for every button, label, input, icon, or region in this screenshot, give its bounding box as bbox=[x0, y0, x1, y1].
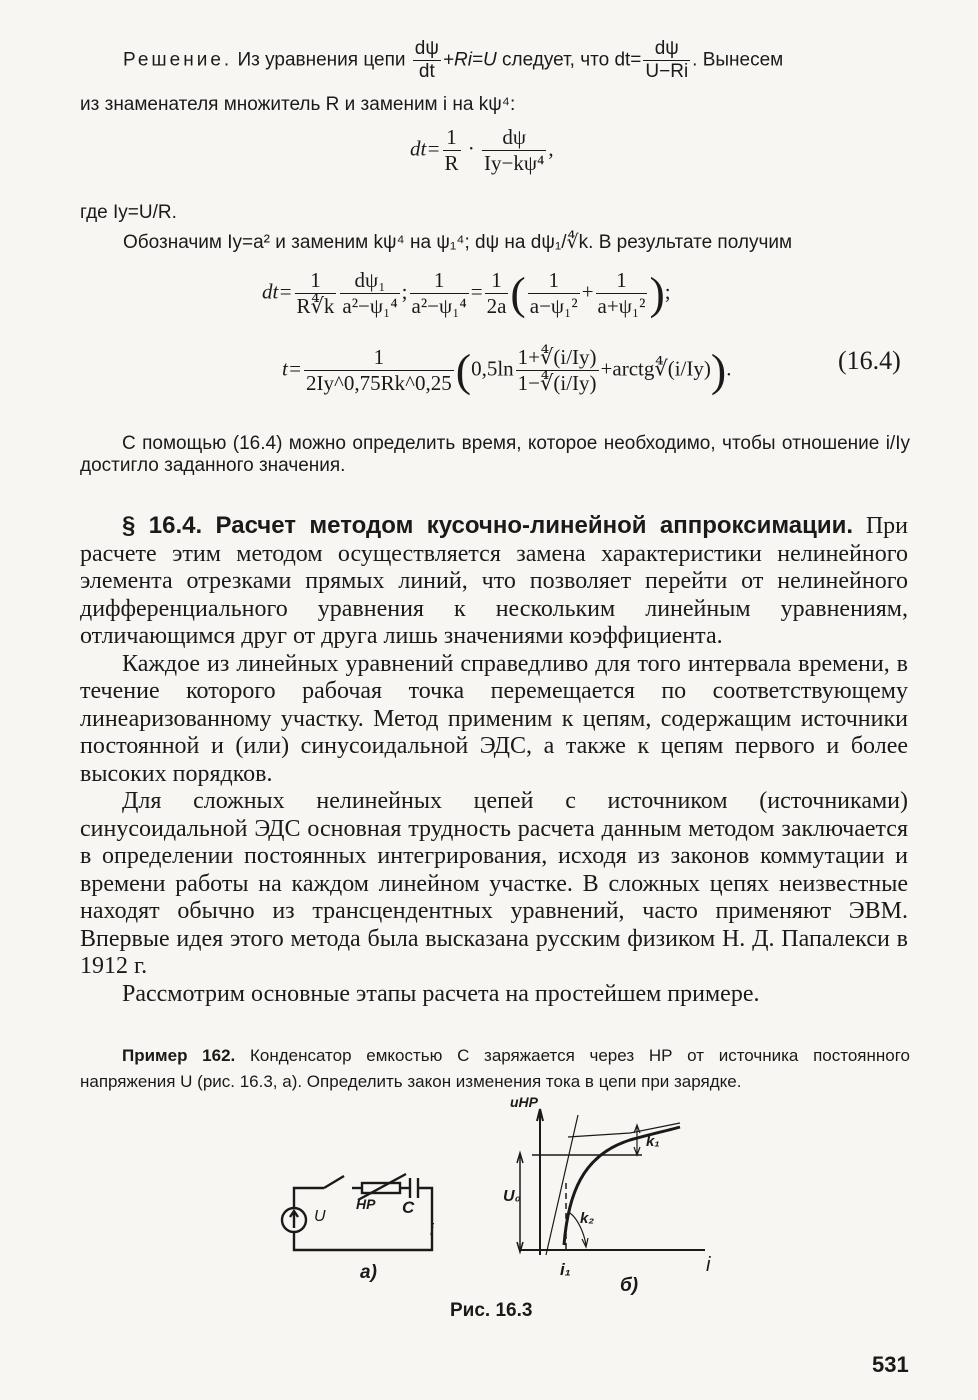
eq-t-end: . bbox=[726, 356, 732, 381]
fraction-dpsi-dt: $\frac{d\psi}{dt}$ bbox=[414, 38, 439, 82]
circuit-label-c: C bbox=[402, 1198, 415, 1217]
graph-label-i1: i₁ bbox=[560, 1260, 571, 1279]
example-text: Конденсатор емкостью C заряжается через НР от источника постоянного напряжения U (рис. 16.3, а). Определить закон изменения тока в цепи при зарядке. bbox=[80, 1046, 910, 1091]
solution-line-2: из знаменателя множитель R и заменим i на kψ⁴: bbox=[80, 94, 516, 115]
solution-line-1 bbox=[123, 38, 913, 83]
frac-d: $\frac{1}{2a}$ bbox=[486, 268, 507, 318]
eq-dt-lhs: dt= bbox=[410, 136, 441, 161]
note-paragraph: С помощью (16.4) можно определить время, которое необходимо, чтобы отношение i/Iу достигло заданного значения. bbox=[80, 433, 910, 476]
solution-text-2: следует, что dt= bbox=[502, 49, 642, 71]
graph-label-x-axis: i bbox=[706, 1254, 711, 1276]
equation-long: dt= $\frac{1}{R∜k}$ $\frac{\text{dψ₁}}{\text{a²−ψ₁⁴}}$ ; $\frac{1}{\text{a²−ψ₁⁴}}$ = $\frac{1}{2a}$ ( $\frac{1}{\text{a−ψ₁²}}$ + $\frac{1}{\text{a+ψ₁²}}$ ); bbox=[262, 267, 671, 319]
frac-1-r: $\frac{1}{R}$ bbox=[444, 125, 459, 175]
figure-caption: Рис. 16.3 bbox=[450, 1300, 533, 1321]
example-paragraph bbox=[80, 1043, 910, 1095]
eq-dt-tail: , bbox=[548, 136, 554, 161]
equation-t: t= $\frac{1}{2Iу\^{}0,75Rk\^{}0,25}$ (0,5ln $\frac{1+∜(i/Iу)}{1-∜(i/Iу)}$ +arctg∜(i/Iу)). bbox=[282, 344, 732, 396]
solution-text-1: Из уравнения цепи bbox=[237, 49, 406, 71]
circuit-label-i: i bbox=[430, 1220, 434, 1239]
characteristic-graph bbox=[510, 1095, 720, 1265]
frac-c: $\frac{1}{\text{a²−ψ₁⁴}}$ bbox=[411, 268, 467, 318]
denote-line: Обозначим Iу=a² и заменим kψ⁴ на ψ₁⁴; dψ на dψ₁/∜k. В результате получим bbox=[123, 232, 793, 253]
circuit-sublabel: а) bbox=[360, 1262, 377, 1283]
equation-number: (16.4) bbox=[838, 346, 901, 375]
circuit-label-hp: НР bbox=[356, 1196, 376, 1212]
graph-label-u0: U₀ bbox=[503, 1188, 521, 1205]
frac-dpsi-iy: $\frac{d\psi}{\text{Iу−kψ⁴}}$ bbox=[484, 125, 545, 175]
eq-plus: + bbox=[581, 279, 594, 304]
graph-sublabel: б) bbox=[620, 1275, 639, 1296]
page-number: 531 bbox=[872, 1352, 909, 1377]
frac-f: $\frac{1}{\text{a+ψ₁²}}$ bbox=[597, 268, 646, 318]
eq-dot: · bbox=[467, 136, 475, 161]
section-p2: Каждое из линейных уравнений справедливо для того интервала времени, в течение которого рабочая точка перемещается по соответствующему линеаризованному участку. Метод применим к цепям, содержащим источники постоянной и (или) синусоидальной ЭДС, а также к цепям первого и более высоких порядков. bbox=[80, 650, 908, 787]
eq-semi: ; bbox=[401, 279, 408, 304]
frac-b: $\frac{\text{dψ₁}}{\text{a²−ψ₁⁴}}$ bbox=[342, 268, 398, 318]
graph-label-k2: k₂ bbox=[580, 1210, 595, 1227]
frac-e: $\frac{1}{\text{a−ψ₁²}}$ bbox=[529, 268, 578, 318]
example-title: Пример 162. bbox=[122, 1046, 236, 1065]
section-body bbox=[80, 512, 908, 1008]
where-line: где Iу=U/R. bbox=[80, 202, 177, 223]
equation-dt bbox=[410, 125, 554, 176]
eq-t-lhs: t= bbox=[282, 356, 303, 381]
frac-t-a: $\frac{1}{2Iу\^{}0,75Rk\^{}0,25}$ bbox=[306, 345, 452, 395]
frac-a: $\frac{1}{R∜k}$ bbox=[296, 268, 335, 318]
graph-label-k1: k₁ bbox=[646, 1133, 660, 1150]
eq-long-lhs: dt= bbox=[262, 279, 293, 304]
eq-long-end: ; bbox=[664, 279, 671, 304]
section-p1: При расчете этим методом осуществляется замена характеристики нелинейного элемента отрезками прямых линий, что позволяет перейти от нелинейного дифференциального уравнения к нескольким линейным уравнениям, отличающимся друг от друга лишь значениями коэффициента. bbox=[80, 513, 909, 649]
solution-label: Решение. bbox=[123, 49, 233, 71]
eq-t-ln: 0,5ln bbox=[471, 356, 514, 381]
section-p4: Рассмотрим основные этапы расчета на простейшем примере. bbox=[122, 980, 760, 1007]
circuit-label-u: U bbox=[314, 1208, 326, 1225]
fraction-dpsi-uri: $\frac{d\psi}{U-Ri}$ bbox=[645, 38, 689, 82]
solution-eq-rest: +Ri=U bbox=[442, 49, 497, 71]
eq-t-arctg: +arctg∜(i/Iу) bbox=[600, 356, 711, 381]
graph-label-y-axis: uНР bbox=[510, 1094, 538, 1110]
section-title: § 16.4. Расчет методом кусочно-линейной аппроксимации. bbox=[122, 512, 854, 539]
section-p3: Для сложных нелинейных цепей с источником (источниками) синусоидальной ЭДС основная трудность расчета данным методом заключается в определении постоянных интегрирования, исходя из законов коммутации и времени работы на каждом линейном участке. В сложных цепях неизвестные находят обычно из трансцендентных уравнений, часто применяют ЭВМ. Впервые идея этого метода была высказана русским физиком Н. Д. Папалекси в 1912 г. bbox=[80, 788, 908, 979]
eq-equals: = bbox=[470, 279, 483, 304]
circuit-diagram bbox=[272, 1170, 442, 1280]
frac-t-b: $\frac{1+∜(i/Iу)}{1-∜(i/Iу)}$ bbox=[517, 345, 597, 395]
solution-text-3: . Вынесем bbox=[692, 49, 784, 71]
